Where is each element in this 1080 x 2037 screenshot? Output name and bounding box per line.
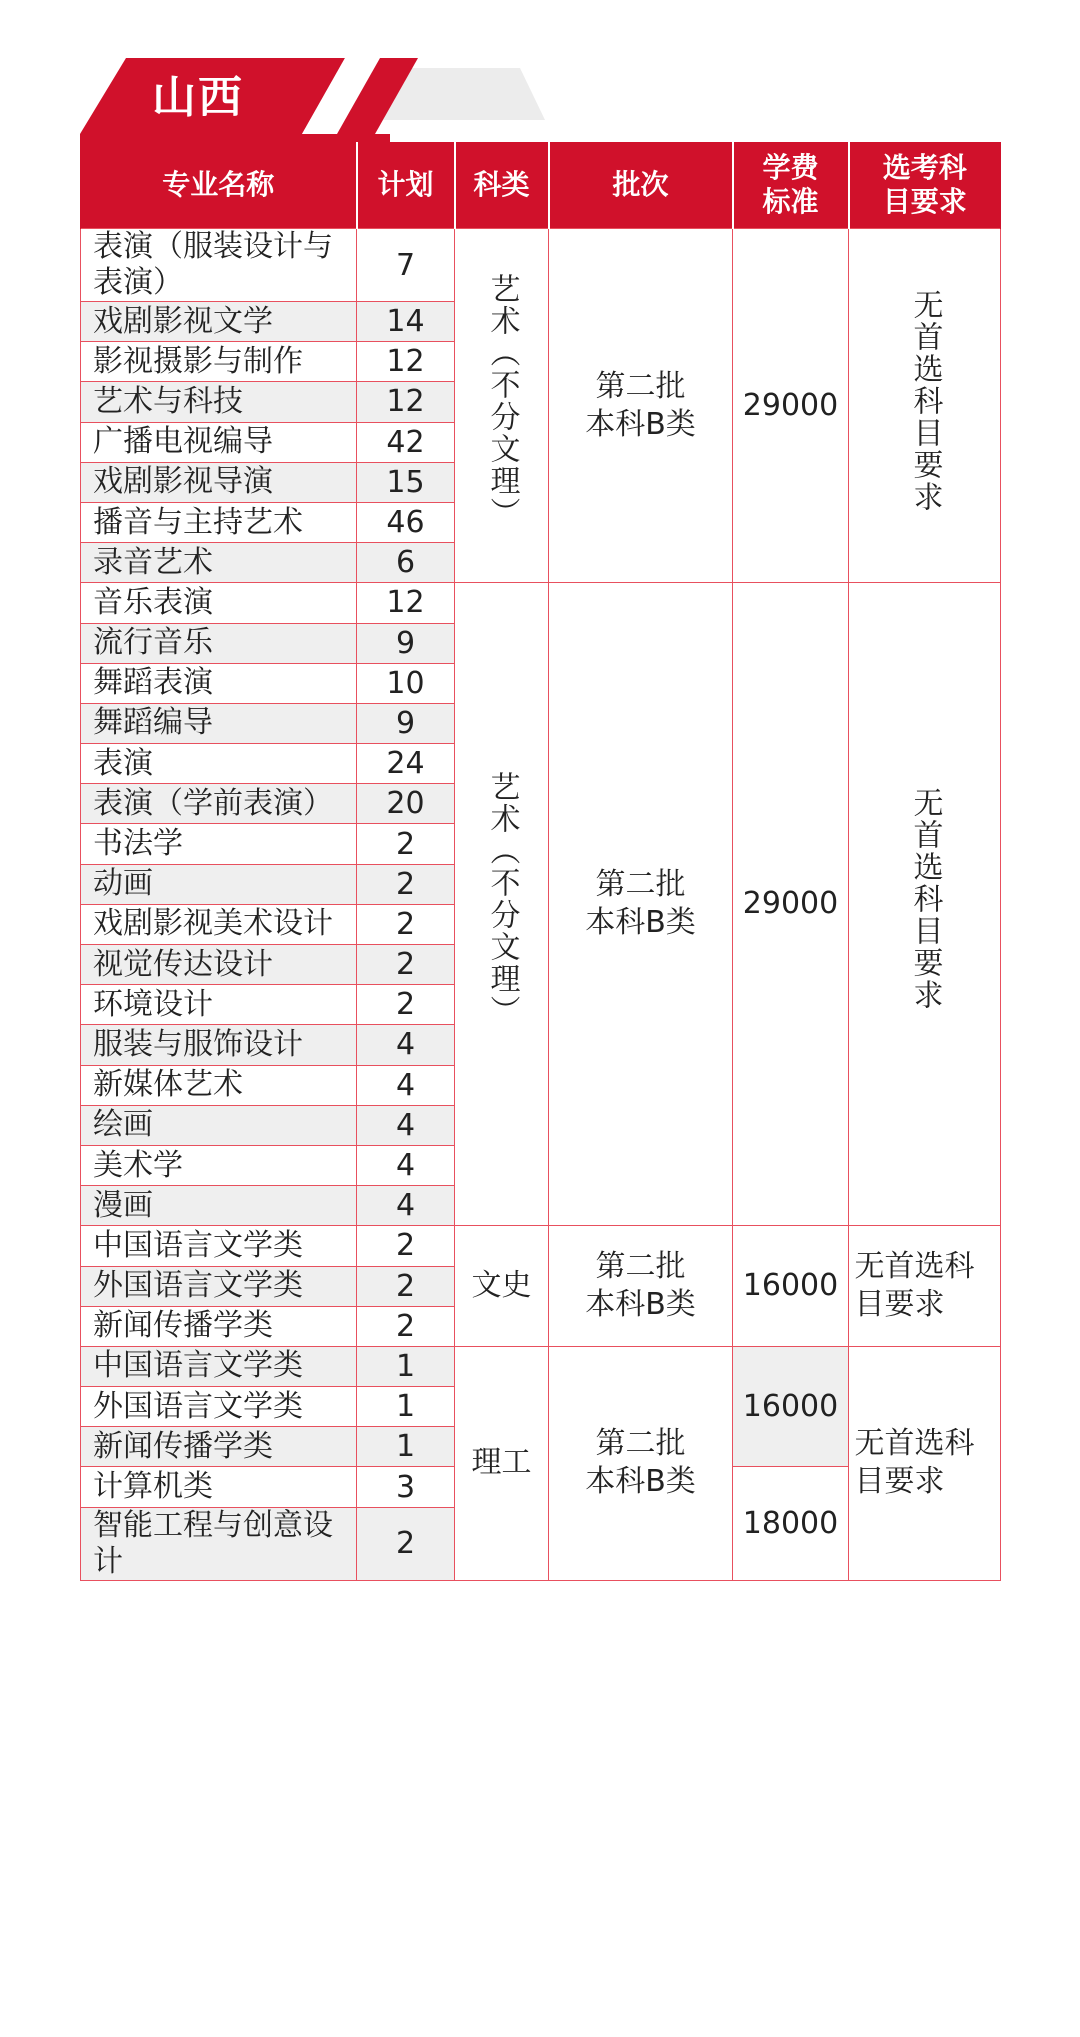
plan-count-cell: 9	[357, 623, 455, 663]
plan-count-cell: 2	[357, 864, 455, 904]
plan-count-cell: 12	[357, 583, 455, 623]
plan-count-cell: 4	[357, 1025, 455, 1065]
fee-cell: 16000	[733, 1346, 849, 1467]
table-header-row	[81, 142, 1001, 229]
major-name-cell: 绘画	[81, 1105, 357, 1145]
plan-count-cell: 4	[357, 1145, 455, 1185]
major-name-cell: 表演	[81, 744, 357, 784]
plan-count-cell: 2	[357, 1266, 455, 1306]
batch-cell: 第二批 本科B类	[549, 1346, 733, 1580]
major-name-cell: 艺术与科技	[81, 382, 357, 422]
plan-count-cell: 42	[357, 422, 455, 462]
major-name-cell: 新闻传播学类	[81, 1306, 357, 1346]
batch-cell: 第二批 本科B类	[549, 1226, 733, 1347]
major-name-cell: 播音与主持艺术	[81, 502, 357, 542]
major-name-cell: 舞蹈表演	[81, 663, 357, 703]
plan-count-cell: 15	[357, 462, 455, 502]
batch-cell: 第二批 本科B类	[549, 229, 733, 583]
major-name-cell: 戏剧影视文学	[81, 302, 357, 342]
major-name-cell: 表演（服装设计与表演）	[81, 229, 357, 302]
major-name-cell: 广播电视编导	[81, 422, 357, 462]
plan-count-cell: 7	[357, 229, 455, 302]
requirement-cell	[849, 583, 1001, 1226]
category-vertical-text: 艺术（不分文理）	[484, 272, 520, 529]
major-name-cell: 外国语言文学类	[81, 1387, 357, 1427]
major-name-cell: 中国语言文学类	[81, 1226, 357, 1266]
major-name-cell: 中国语言文学类	[81, 1346, 357, 1386]
plan-count-cell: 14	[357, 302, 455, 342]
batch-cell: 第二批 本科B类	[549, 583, 733, 1226]
major-name-cell: 音乐表演	[81, 583, 357, 623]
table-row	[81, 229, 1001, 302]
plan-count-cell: 2	[357, 945, 455, 985]
plan-count-cell: 2	[357, 1226, 455, 1266]
category-cell	[455, 229, 549, 583]
plan-count-cell: 46	[357, 502, 455, 542]
fee-cell: 29000	[733, 583, 849, 1226]
requirement-cell	[849, 1226, 1001, 1347]
header-batch: 批次	[549, 142, 733, 229]
plan-count-cell: 2	[357, 904, 455, 944]
requirement-cell	[849, 229, 1001, 583]
header-plan: 计划	[357, 142, 455, 229]
province-tab-label: 山西	[152, 72, 244, 123]
major-name-cell: 流行音乐	[81, 623, 357, 663]
major-name-cell: 戏剧影视美术设计	[81, 904, 357, 944]
major-name-cell: 外国语言文学类	[81, 1266, 357, 1306]
major-name-cell: 新闻传播学类	[81, 1427, 357, 1467]
major-name-cell: 书法学	[81, 824, 357, 864]
major-name-cell: 表演（学前表演）	[81, 784, 357, 824]
header-fee: 学费 标准	[733, 142, 849, 229]
category-cell: 理工	[455, 1346, 549, 1580]
plan-count-cell: 9	[357, 703, 455, 743]
plan-count-cell: 12	[357, 382, 455, 422]
header-category: 科类	[455, 142, 549, 229]
plan-count-cell: 2	[357, 1507, 455, 1580]
major-name-cell: 影视摄影与制作	[81, 342, 357, 382]
plan-count-cell: 20	[357, 784, 455, 824]
table-row	[81, 1346, 1001, 1386]
major-name-cell: 戏剧影视导演	[81, 462, 357, 502]
major-name-cell: 录音艺术	[81, 543, 357, 583]
plan-count-cell: 24	[357, 744, 455, 784]
plan-count-cell: 4	[357, 1105, 455, 1145]
tab-base-line	[80, 134, 390, 142]
fee-cell: 18000	[733, 1467, 849, 1580]
header-requirement: 选考科 目要求	[849, 142, 1001, 229]
plan-count-cell: 2	[357, 1306, 455, 1346]
requirement-text: 无首选科目要求	[907, 288, 943, 513]
major-name-cell: 动画	[81, 864, 357, 904]
major-name-cell: 漫画	[81, 1186, 357, 1226]
category-cell	[455, 583, 549, 1226]
table-row	[81, 1226, 1001, 1266]
fee-cell: 29000	[733, 229, 849, 583]
major-name-cell: 视觉传达设计	[81, 945, 357, 985]
plan-count-cell: 1	[357, 1387, 455, 1427]
requirement-text: 无首选科目要求	[854, 1249, 975, 1323]
requirement-text: 无首选科目要求	[854, 1426, 975, 1500]
plan-count-cell: 4	[357, 1186, 455, 1226]
plan-count-cell: 10	[357, 663, 455, 703]
major-name-cell: 新媒体艺术	[81, 1065, 357, 1105]
major-name-cell: 计算机类	[81, 1467, 357, 1507]
plan-count-cell: 4	[357, 1065, 455, 1105]
header-major: 专业名称	[81, 142, 357, 229]
requirement-cell	[849, 1346, 1001, 1580]
plan-count-cell: 6	[357, 543, 455, 583]
category-cell: 文史	[455, 1226, 549, 1347]
major-name-cell: 舞蹈编导	[81, 703, 357, 743]
major-name-cell: 服装与服饰设计	[81, 1025, 357, 1065]
table-row	[81, 583, 1001, 623]
plan-count-cell: 1	[357, 1427, 455, 1467]
admission-plan-table	[80, 142, 1001, 1581]
category-vertical-text: 艺术（不分文理）	[484, 771, 520, 1028]
plan-count-cell: 2	[357, 985, 455, 1025]
major-name-cell: 环境设计	[81, 985, 357, 1025]
requirement-text: 无首选科目要求	[907, 787, 943, 1012]
plan-count-cell: 2	[357, 824, 455, 864]
plan-count-cell: 1	[357, 1346, 455, 1386]
plan-count-cell: 12	[357, 342, 455, 382]
province-tab	[80, 58, 560, 142]
plan-count-cell: 3	[357, 1467, 455, 1507]
major-name-cell: 智能工程与创意设计	[81, 1507, 357, 1580]
fee-cell: 16000	[733, 1226, 849, 1347]
major-name-cell: 美术学	[81, 1145, 357, 1185]
